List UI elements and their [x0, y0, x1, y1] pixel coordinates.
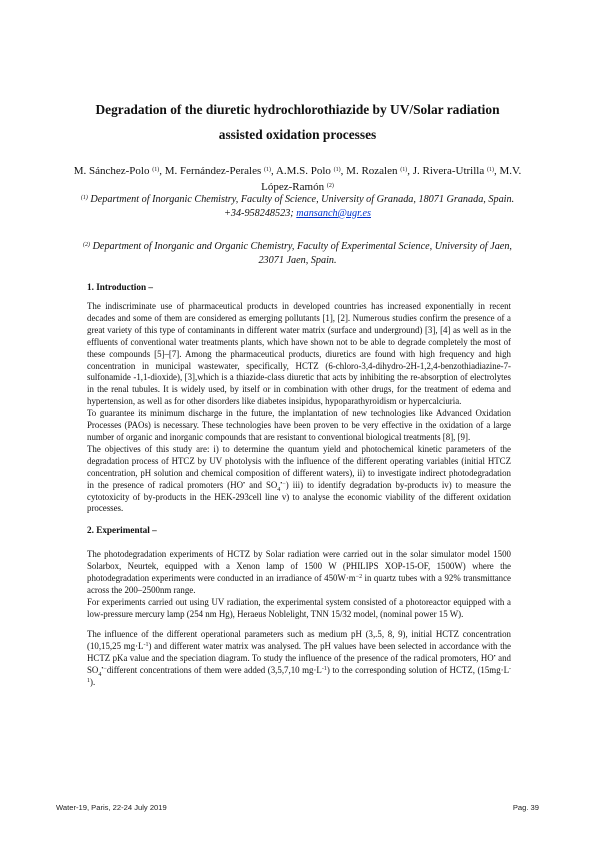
superscript: -1 [143, 642, 149, 649]
author-lopez-ramon: , M.V. López-Ramón [261, 165, 522, 193]
author-rozalen: , M. Rozalen [340, 165, 401, 177]
author-fernandez-perales: , M. Fernández-Perales [159, 165, 264, 177]
section-heading-introduction: 1. Introduction – [87, 282, 153, 292]
affiliation-marker: (1) [486, 167, 494, 173]
affiliation-1 [80, 193, 515, 220]
paragraph-text: ) and different water matrix was analysed. The pH values have been selected in accordance with the HCTZ pKa value and the speciation diagram. To study the influence of the presence of the radical promoters, [87, 641, 511, 664]
radical-dot: • [493, 654, 496, 661]
footer-page-number: Pag. 39 [512, 803, 539, 812]
affiliation-marker: (2) [83, 242, 91, 248]
radical-dot: •− [280, 480, 286, 487]
superscript: −2 [355, 573, 363, 580]
author-polo: , A.M.S. Polo [271, 165, 334, 177]
affiliation-marker: (2) [326, 182, 334, 189]
affiliation-1-text: Department of Inorganic Chemistry, Faculty of Science, University of Granada, 18071 Granada, Spain. [87, 194, 515, 205]
paragraph-text: in quartz tubes with a 92% transmittance across the 200–2500nm range. [87, 572, 511, 595]
section-heading-experimental: 2. Experimental – [87, 525, 157, 535]
radical-dot: • [243, 480, 246, 487]
paragraph-text: The photodegradation experiments of HCTZ by Solar radiation were carried out in the solar simulator model 1500 Solarbox, Neurtek, equipped with a Xenon lamp of 1500 W (PHILIPS XOP-15-OF, 1500W) where the photodegradation experiments were conducted in an irradiance of 450W·m [87, 549, 511, 583]
affiliation-marker: (1) [152, 167, 160, 173]
author-sanchez-polo: M. Sánchez-Polo [73, 165, 153, 177]
affiliation-2 [80, 240, 515, 267]
radical-dot: •− [101, 666, 107, 673]
paragraph-text: The objectives of this study are: i) to determine the quantum yield and photochemical kinetic parameters of the degradation process of HTCZ by UV photolysis with the influence of the different operating variables (initial HTCZ concentration, pH solution and chemical composition of different waters), ii) to investigate indirect photodegradation in the presence of radical promoters (HO [87, 443, 511, 490]
paragraph-text: and [495, 653, 511, 664]
paragraph-text: and SO [245, 479, 278, 490]
paragraph [87, 444, 511, 515]
superscript: -1 [321, 666, 327, 673]
affiliation-marker: (1) [264, 167, 271, 173]
author-list [72, 164, 523, 195]
paragraph: The indiscriminate use of pharmaceutical products in developed countries has increased exponentially in recent decades and some of them are considered as emerging pollutants [1], [2]. Numerous studies confirm the presence of a great variety of this type of contaminants in different water matrix (surface and underground) [3], [4] as well as in the effluents of conventional water treatments plants, which have shown not to be able to degrade completely the most of these compounds [5]–[7]. Among the pharmaceutical products, diuretics are found with high frequency and high concentration in municipal wastewater, specifically, HCTZ (6-chloro-3,4-dihydro-2H-1,2,4-benzothiadiazine-7-sulfonamide -1,1-dioxide), [3],which is a thiazide-class diuretic that acts by inhibiting the re-absorption of electrolytes in the renal tubules. It is widely used, by itself or in combination with other drugs, for the treatment of edema and hypertension, as well as for other disorders like diabetes insipidus, hypoparathyroidism or hypercalciuria. [87, 301, 511, 407]
paragraph [87, 549, 511, 597]
superscript: -1 [87, 666, 512, 685]
footer-conference: Water-19, Paris, 22-24 July 2019 [56, 803, 167, 812]
paragraph: For experiments carried out using UV radiation, the experimental system consisted of a photoreactor equipped with a low-pressure mercury lamp (254 nm Hg), Heraeus Noblelight, TNN 15/32 model, (nominal power 15 W). [87, 596, 511, 619]
paragraph-gap [87, 620, 511, 629]
affiliation-marker: (1) [333, 167, 341, 173]
contact-email-link[interactable]: mansanch@ugr.es [296, 207, 371, 219]
paragraph-text: ). [90, 677, 96, 688]
title-line-2: assisted oxidation processes [218, 127, 377, 142]
subscript: 4 [277, 486, 281, 493]
paragraph-text: ) to the corresponding solution of HCTZ, (15mg·L [326, 665, 510, 676]
introduction-body [87, 301, 511, 515]
paragraph: To guarantee its minimum discharge in the future, the implantation of new technologies like Advanced Oxidation Processes (PAOs) is necessary. These technologies have been proven to be very effective in the oxidation of a large number of organic and inorganic compounds that are resistant to conventional biological treatments [8], [9]. [87, 408, 511, 442]
affiliation-2-text: Department of Inorganic and Organic Chemistry, Faculty of Experimental Science, University of Jaen, 23071 Jaen, Spain. [90, 241, 512, 266]
paragraph-text: different concentrations of them were added (3,5,7,10 mg·L [106, 665, 322, 676]
affiliation-marker: (1) [400, 167, 408, 173]
subscript: 4 [98, 671, 102, 678]
title-line-1: Degradation of the diuretic hydrochlorothiazide by UV/Solar radiation [95, 102, 500, 117]
author-rivera-utrilla: , J. Rivera-Utrilla [407, 165, 487, 177]
paragraph: The influence of the different operational parameters such as medium pH (3,.5, 8, 9), initial HCTZ concentration (10,15,25 $mg\cdot L^{-1}$) and different water matrix was analysed. The pH values have been selected in accordance with the HCTZ pKa value and the speciation diagram. To study the influence of the presence of the radical promoters, HO• and $SO_4^{•-}different$ concentrations of them were added (3,5,7,10 $mg\cdot L^{-1}$) to the corresponding solution of HCTZ, $(15mg\cdot L^{-1})$. [87, 629, 512, 688]
paragraph-text: The influence of the different operational parameters such as medium pH (3,.5, 8, 9), initial HCTZ concentration (10,15,25 mg·L [87, 629, 511, 652]
paper-title [60, 97, 535, 147]
experimental-body [87, 549, 511, 689]
affiliation-marker: (1) [80, 195, 88, 201]
paragraph-text: ) iii) to identify degradation by-products iv) to measure the cytotoxicity of by-products in the HEK-293cell line v) to analyse the economic viability of the different oxidation processes. [87, 479, 511, 514]
contact-phone: +34-958248523; [224, 207, 297, 219]
